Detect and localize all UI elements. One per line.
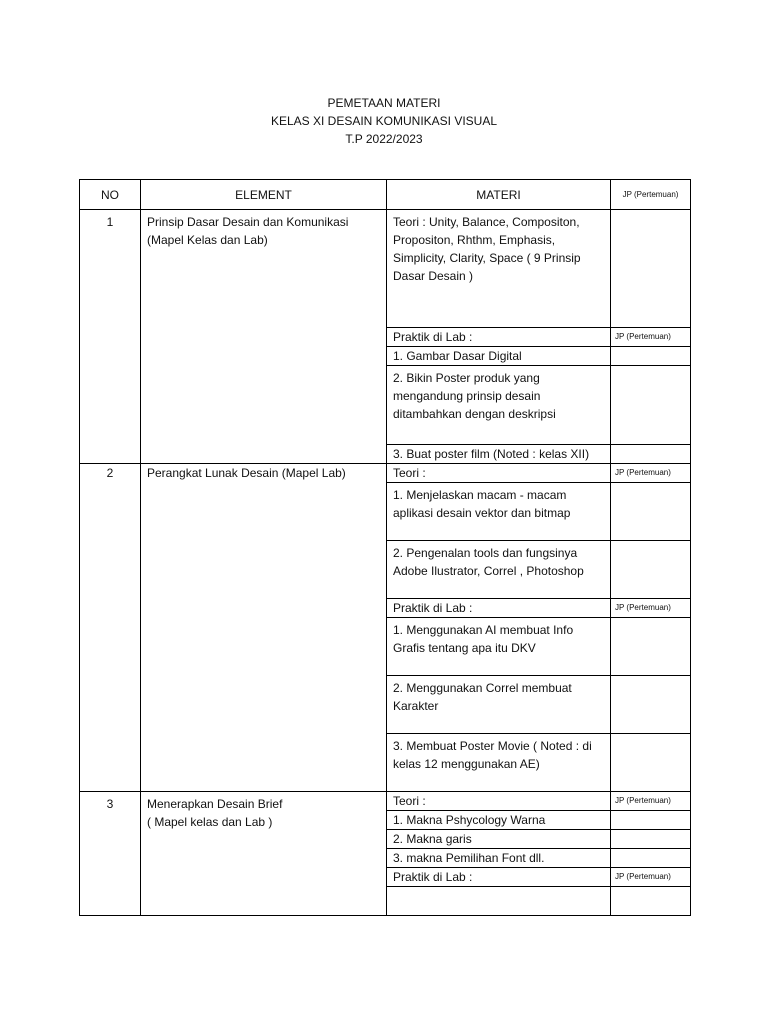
materi-item: 3. makna Pemilihan Font dll. [387,849,611,868]
jp-label: JP (Pertemuan) [611,599,691,618]
materi-praktik-label: Praktik di Lab : [387,328,611,347]
materi-item [387,887,611,916]
row-element-title: Menerapkan Desain Brief [147,797,283,811]
materi-item: 2. Makna garis [387,830,611,849]
jp-label: JP (Pertemuan) [611,868,691,887]
jp-cell [611,541,691,599]
materi-teori-label: Teori : [387,792,611,811]
materi-item: 1. Menjelaskan macam - macam aplikasi desain vektor dan bitmap [387,483,611,541]
jp-cell [611,887,691,916]
materi-item: 1. Menggunakan AI membuat Info Grafis tentang apa itu DKV [387,618,611,676]
table-row [80,464,691,483]
mapping-table [79,179,691,916]
document-title: PEMETAAN MATERI [327,96,441,110]
jp-label: JP (Pertemuan) [611,464,691,483]
materi-teori: Teori : Unity, Balance, Compositon, Propositon, Rhthm, Emphasis, Simplicity, Clarity, Space ( 9 Prinsip Dasar Desain ) [387,210,611,328]
header-jp: JP (Pertemuan) [611,180,691,210]
materi-item: 1. Makna Pshycology Warna [387,811,611,830]
row-element: Perangkat Lunak Desain (Mapel Lab) [141,464,387,792]
row-number: 1 [80,210,141,464]
header-no: NO [80,180,141,210]
document-subtitle-class: KELAS XI DESAIN KOMUNIKASI VISUAL [270,114,498,128]
row-number: 2 [80,464,141,792]
jp-cell [611,811,691,830]
jp-cell [611,366,691,445]
row-element-subtitle: ( Mapel kelas dan Lab ) [147,815,273,829]
document-subtitle-year: T.P 2022/2023 [345,132,423,146]
jp-cell [611,445,691,464]
header-element: ELEMENT [141,180,387,210]
materi-item: 3. Buat poster film (Noted : kelas XII) [387,445,611,464]
row-element: Prinsip Dasar Desain dan Komunikasi (Mapel Kelas dan Lab) [141,210,387,464]
row-element [141,792,387,916]
jp-cell [611,676,691,734]
materi-praktik-label: Praktik di Lab : [387,599,611,618]
jp-cell [611,347,691,366]
materi-item: 2. Pengenalan tools dan fungsinya Adobe Ilustrator, Correl , Photoshop [387,541,611,599]
jp-cell [611,734,691,792]
jp-cell [611,483,691,541]
materi-praktik-label: Praktik di Lab : [387,868,611,887]
jp-cell [611,210,691,328]
jp-cell [611,618,691,676]
jp-label: JP (Pertemuan) [611,792,691,811]
jp-label: JP (Pertemuan) [611,328,691,347]
row-number: 3 [80,792,141,916]
table-header-row [80,180,691,210]
materi-item: 2. Menggunakan Correl membuat Karakter [387,676,611,734]
jp-cell [611,849,691,868]
materi-item: 1. Gambar Dasar Digital [387,347,611,366]
materi-item: 3. Membuat Poster Movie ( Noted : di kelas 12 menggunakan AE) [387,734,611,792]
materi-item: 2. Bikin Poster produk yang mengandung prinsip desain ditambahkan dengan deskripsi [387,366,611,445]
materi-teori-label: Teori : [387,464,611,483]
header-materi: MATERI [387,180,611,210]
jp-cell [611,830,691,849]
table-row [80,210,691,328]
table-row [80,792,691,811]
